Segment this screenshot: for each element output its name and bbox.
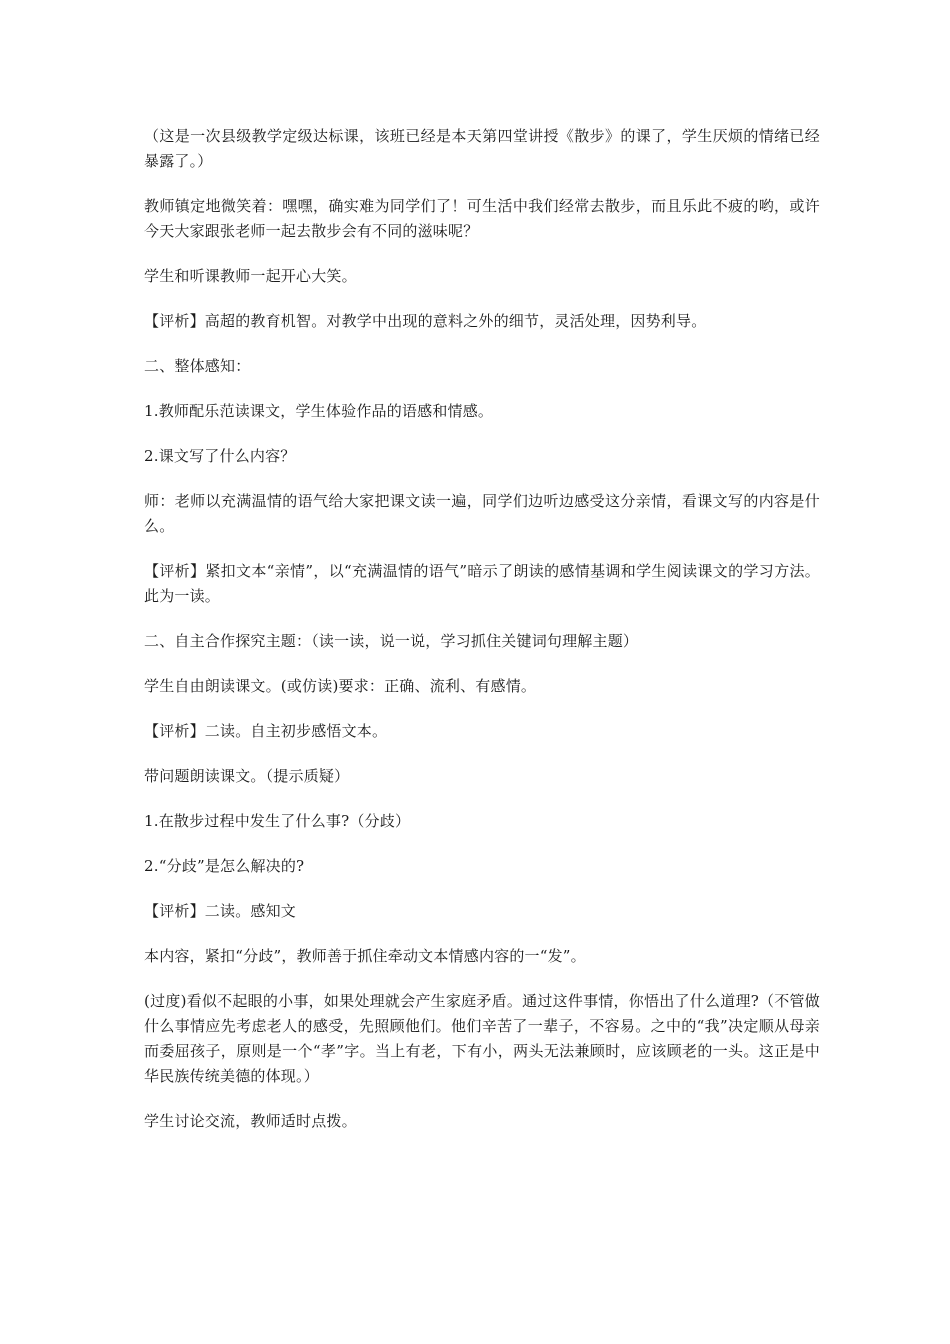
student-reaction: 学生和听课教师一起开心大笑。 — [144, 267, 357, 285]
transition-paragraph: (过度)看似不起眼的小事，如果处理就会产生家庭矛盾。通过这件事情，你悟出了什么道理?（不管做什么事情应先考虑老人的感受，先照顾他们。他们辛苦了一辈子，不容易。之中的“我”决定顺从母亲而委屈孩子，原则是一个“孝”字。当上有老，下有小，两头无法兼顾时，应该顾老的一头。这正是中华民族传统美德的体现。） — [144, 992, 820, 1085]
list-item: 2.课文写了什么内容？ — [144, 447, 296, 465]
comment-1: 【评析】高超的教育机智。对教学中出现的意料之外的细节，灵活处理，因势利导。 — [144, 312, 707, 330]
list-item: 1.在散步过程中发生了什么事?（分歧） — [144, 812, 411, 830]
comment-4: 【评析】二读。感知文 — [144, 902, 297, 920]
list-item: 2.“分歧”是怎么解决的? — [144, 857, 305, 875]
question-intro: 带问题朗读课文。（提示质疑） — [144, 767, 350, 785]
teacher-instruction: 师：老师以充满温情的语气给大家把课文读一遍，同学们边听边感受这分亲情，看课文写的内容是什么。 — [144, 492, 820, 535]
section-heading-overall: 二、整体感知： — [144, 357, 251, 375]
comment-4-continued: 本内容，紧扣“分歧”，教师善于抓住牵动文本情感内容的一“发”。 — [144, 947, 586, 965]
reading-requirement: 学生自由朗读课文。(或仿读)要求：正确、流利、有感情。 — [144, 677, 537, 695]
list-item: 1.教师配乐范读课文，学生体验作品的语感和情感。 — [144, 402, 494, 420]
comment-2: 【评析】紧扣文本“亲情”，以“充满温情的语气”暗示了朗读的感情基调和学生阅读课文的学习方法。此为一读。 — [144, 562, 820, 605]
context-note: （这是一次县级教学定级达标课，该班已经是本天第四堂讲授《散步》的课了，学生厌烦的情绪已经暴露了。） — [144, 127, 820, 170]
section-heading-explore: 二、自主合作探究主题：（读一读，说一说，学习抓住关键词句理解主题） — [144, 632, 639, 650]
document-page — [144, 124, 820, 1154]
comment-3: 【评析】二读。自主初步感悟文本。 — [144, 722, 388, 740]
closing-paragraph: 学生讨论交流，教师适时点拨。 — [144, 1112, 357, 1130]
teacher-response: 教师镇定地微笑着：嘿嘿，确实难为同学们了！可生活中我们经常去散步，而且乐此不疲的哟，或许今天大家跟张老师一起去散步会有不同的滋味呢？ — [144, 197, 820, 240]
